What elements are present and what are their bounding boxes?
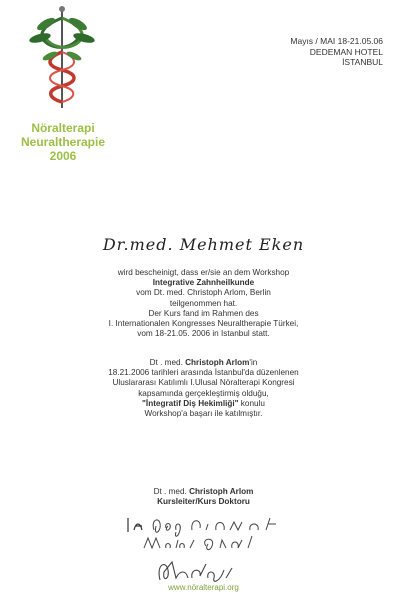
turkish-course: "İntegratif Diş Hekimliği" konulu [142,398,265,408]
event-info [290,36,383,68]
turkish-line: kapsamında gerçekleştirmiş olduğu, [138,388,269,398]
german-line: vom 18-21.05. 2006 in Istanbul statt. [137,329,270,339]
turkish-line: Workshop'a başarı ile katılmıştır. [144,409,263,419]
event-date: Mayıs / MAI 18-21.05.06 [290,36,383,46]
handwritten-signature-initials [150,556,240,586]
turkish-line: Dt . med. Christoph Arlom'in [149,358,258,367]
event-city: İSTANBUL [342,57,383,67]
instructor-name: Dt . med. Christoph Arlom [153,487,254,496]
german-line: wird bescheinigt, dass er/sie an dem Workshop [117,268,290,277]
turkish-statement [0,358,407,419]
german-course: Integrative Zahnheilkunde [152,278,255,288]
brand-year: 2006 [49,149,77,163]
brand-german: Neuraltherapie [20,135,106,149]
german-statement [0,268,407,339]
turkish-line: 18.21.2006 tarihleri arasında İstanbul'da düzenlenen [108,368,299,378]
brand-turkish: Nöralterapi [31,121,95,135]
event-venue: DEDEMAN HOTEL [309,46,383,57]
german-line: teilgenommen hat. [169,298,238,308]
instructor-block [0,487,407,507]
german-line: I. Internationalen Kongresses Neuraltherapie Türkei, [108,319,299,329]
congress-logo [22,4,102,114]
instructor-role: Kursleiter/Kurs Doktoru [157,497,250,507]
handwritten-signature [120,508,290,556]
congress-brand [0,121,126,163]
website-link[interactable]: www.nöralterapi.org [168,583,239,592]
german-line: vom Dt. med. Christoph Arlom, Berlin [136,288,271,298]
recipient-name: Dr.med. Mehmet Eken [102,235,305,254]
german-line: Der Kurs fand im Rahmen des [148,308,259,318]
turkish-line: Uluslararası Katılımlı I.Ulusal Nöralterapi Kongresi [112,378,295,388]
